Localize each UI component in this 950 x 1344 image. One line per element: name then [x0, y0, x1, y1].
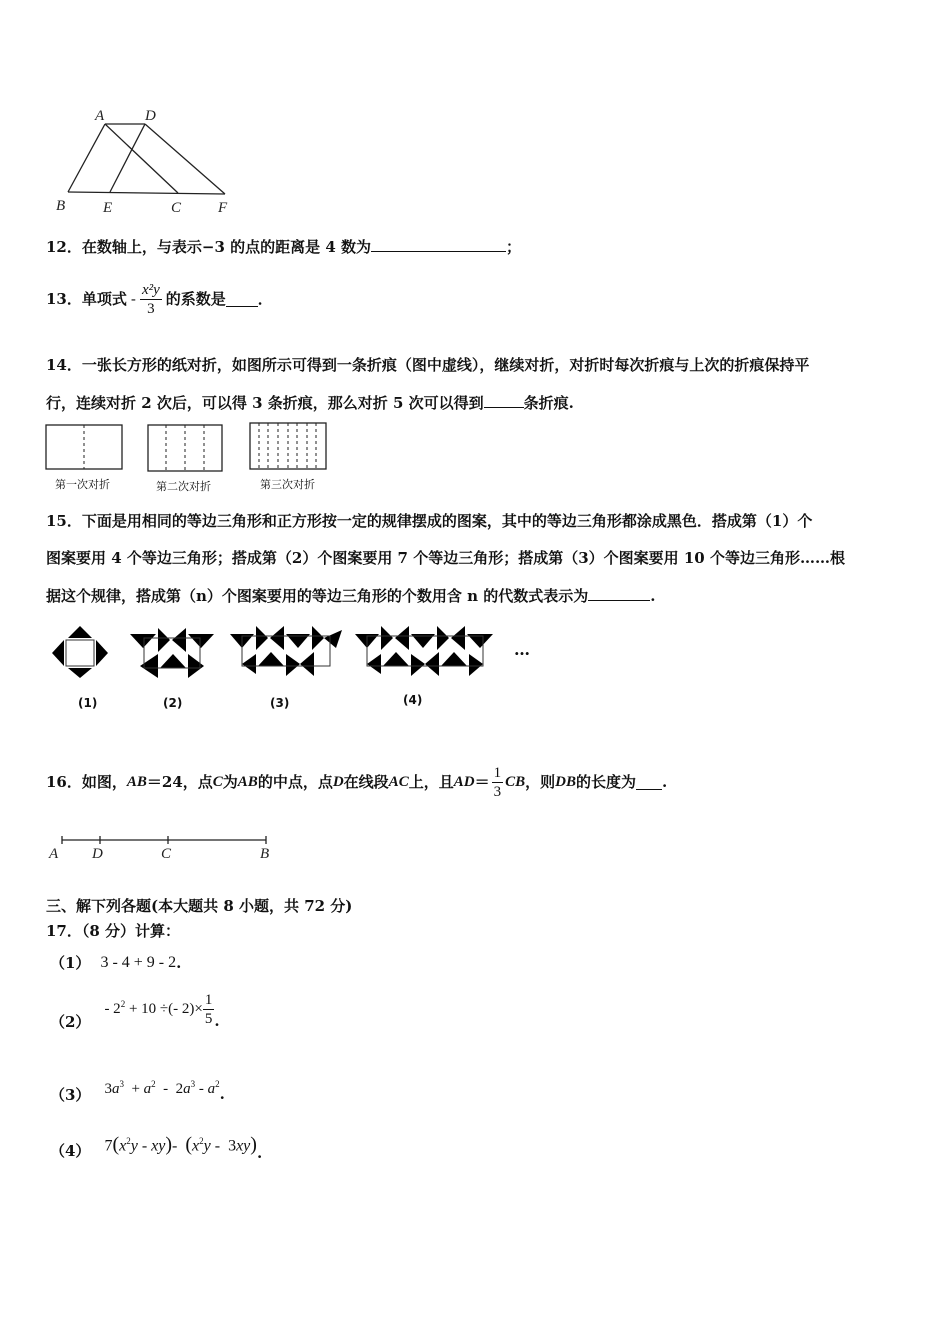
q17-item-3	[50, 1072, 225, 1112]
q13-suffix: 的系数是	[165, 290, 226, 308]
q16-p6: 上，且	[408, 773, 454, 791]
q13-fraction	[140, 281, 162, 318]
q12-text: 12．在数轴上，与表示−3 的点的距离是 4 数为	[46, 238, 371, 256]
q17-item-1-end: .	[176, 954, 182, 972]
q17-item-3-label: （3）	[50, 1086, 91, 1104]
label-d: D	[145, 108, 156, 124]
label-a: A	[95, 108, 105, 124]
q15-line3-end: .	[650, 587, 656, 605]
q15-pattern-3	[230, 622, 342, 678]
q17-item-2-frac-num: 1	[204, 991, 213, 1008]
q15-pattern-1	[52, 626, 110, 678]
question-17-title: 17．（8 分）计算：	[46, 922, 181, 940]
q16-p7: ，则	[525, 773, 556, 791]
q17-item-2-end: .	[214, 1012, 220, 1030]
q16-fraction	[492, 764, 504, 801]
q16-frac-num: 1	[493, 764, 502, 781]
q16-p2: ＝24，点	[146, 773, 213, 791]
q17-item-2	[50, 988, 220, 1038]
label-e: E	[103, 200, 113, 216]
q15-caption-4: (4)	[403, 693, 423, 707]
q13-prefix: 13．单项式	[46, 290, 127, 308]
segment-ab	[68, 124, 105, 192]
q17-item-2-frac-den: 5	[204, 1010, 213, 1027]
line-label-a: A	[49, 846, 59, 862]
q16-p1: 16．如图，	[46, 773, 127, 791]
q17-item-4	[50, 1128, 262, 1168]
q15-caption-3: (3)	[270, 696, 290, 710]
q12-end: ；	[506, 238, 522, 256]
q16-cb: CB	[505, 774, 526, 790]
q13-denominator: 3	[147, 300, 155, 317]
q16-ab: AB	[126, 774, 147, 790]
question-16	[46, 752, 667, 812]
question-12	[46, 236, 521, 258]
q17-item-2-expr-b: + 10 ÷(- 2)×	[125, 1000, 203, 1017]
q15-line3-text: 据这个规律，搭成第（n）个图案要用的等边三角形的个数用含 n 的代数式表示为	[46, 587, 589, 605]
q15-pattern-2	[130, 626, 214, 680]
question-14-line-1: 14．一张长方形的纸对折，如图所示可得到一条折痕（图中虚线），继续对折，对折时每次折痕与上次的折痕保持平	[46, 356, 810, 374]
segment-df	[145, 124, 225, 194]
q13-answer-blank[interactable]	[226, 291, 258, 307]
label-f: F	[218, 200, 228, 216]
q14-line2-text: 行，连续对折 2 次后，可以得 3 条折痕，那么对折 5 次可以得到	[46, 394, 484, 412]
q16-ac: AC	[388, 774, 409, 790]
q17-item-2-expr-a: - 2	[104, 1000, 121, 1017]
q16-p4: 的中点，点	[257, 773, 333, 791]
q15-ellipsis: …	[514, 640, 530, 659]
q16-d: D	[332, 774, 344, 790]
line-label-d: D	[92, 846, 103, 862]
q16-eq: ＝	[474, 773, 490, 791]
q17-item-2-exponent: 2	[120, 998, 126, 1009]
q14-figure-fold-3	[249, 422, 329, 472]
question-14-line-2	[46, 392, 574, 414]
q15-pattern-4	[355, 622, 495, 678]
q17-item-3-end: .	[219, 1085, 225, 1103]
q17-item-4-end: .	[256, 1144, 263, 1162]
q15-caption-2: (2)	[163, 696, 183, 710]
label-b: B	[56, 198, 66, 214]
q16-c: C	[212, 774, 223, 790]
question-15-line-1: 15．下面是用相同的等边三角形和正方形按一定的规律摆成的图案，其中的等边三角形都涂成黑色．搭成第（1）个	[46, 512, 813, 530]
q16-frac-den: 3	[493, 783, 502, 800]
q17-item-2-expr	[104, 991, 214, 1028]
q14-figure-fold-1	[45, 424, 125, 474]
q14-line2-end: 条折痕.	[523, 394, 574, 412]
segment-bf	[68, 192, 225, 194]
question-13	[46, 278, 273, 320]
q16-answer-blank[interactable]	[636, 774, 662, 790]
q11-figure	[50, 100, 250, 220]
q13-end: ．	[257, 290, 273, 308]
line-label-c: C	[161, 846, 172, 862]
line-label-b: B	[260, 846, 270, 862]
q17-item-1-label: （1）	[50, 954, 91, 972]
q17-item-2-fraction	[203, 991, 215, 1028]
section-3-title: 三、解下列各题(本大题共 8 小题，共 72 分)	[46, 897, 353, 915]
question-15-line-3	[46, 585, 656, 607]
q17-item-4-expr: $7(x^2y - xy)-$ $(x^2y - 3xy)$	[104, 1133, 257, 1156]
q16-p3: 为	[222, 773, 238, 791]
q16-segment-figure	[46, 830, 276, 866]
q13-numerator: x²y	[141, 281, 160, 298]
q17-item-3-expr: $3a^3 + a^2 - 2a^3 - a^2$	[104, 1078, 220, 1097]
q14-caption-2: 第二次对折	[156, 480, 211, 493]
q16-ad: AD	[453, 774, 475, 790]
q17-item-1	[50, 952, 181, 974]
q16-p5: 在线段	[343, 773, 389, 791]
q12-answer-blank[interactable]	[371, 236, 506, 252]
question-15-line-2: 图案要用 4 个等边三角形；搭成第（2）个图案要用 7 个等边三角形；搭成第（3）个图案要用 10 个等边三角形……根	[46, 549, 845, 567]
segment-ac	[105, 124, 178, 193]
q14-answer-blank[interactable]	[484, 392, 524, 408]
q17-item-1-expr: 3 - 4 + 9 - 2	[100, 954, 177, 971]
q14-caption-1: 第一次对折	[55, 478, 110, 491]
q14-caption-3: 第三次对折	[260, 478, 315, 491]
q16-end: .	[661, 773, 668, 791]
q15-answer-blank[interactable]	[588, 585, 650, 601]
q15-caption-1: (1)	[78, 696, 98, 710]
q16-p8: 的长度为	[575, 773, 636, 791]
q17-item-2-label: （2）	[50, 1013, 91, 1031]
q16-db: DB	[555, 774, 576, 790]
label-c: C	[171, 200, 182, 216]
q16-ab-2: AB	[237, 774, 258, 790]
q14-figure-fold-2	[147, 424, 227, 474]
q13-sign: -	[130, 290, 136, 308]
q17-item-4-label: （4）	[50, 1142, 91, 1160]
